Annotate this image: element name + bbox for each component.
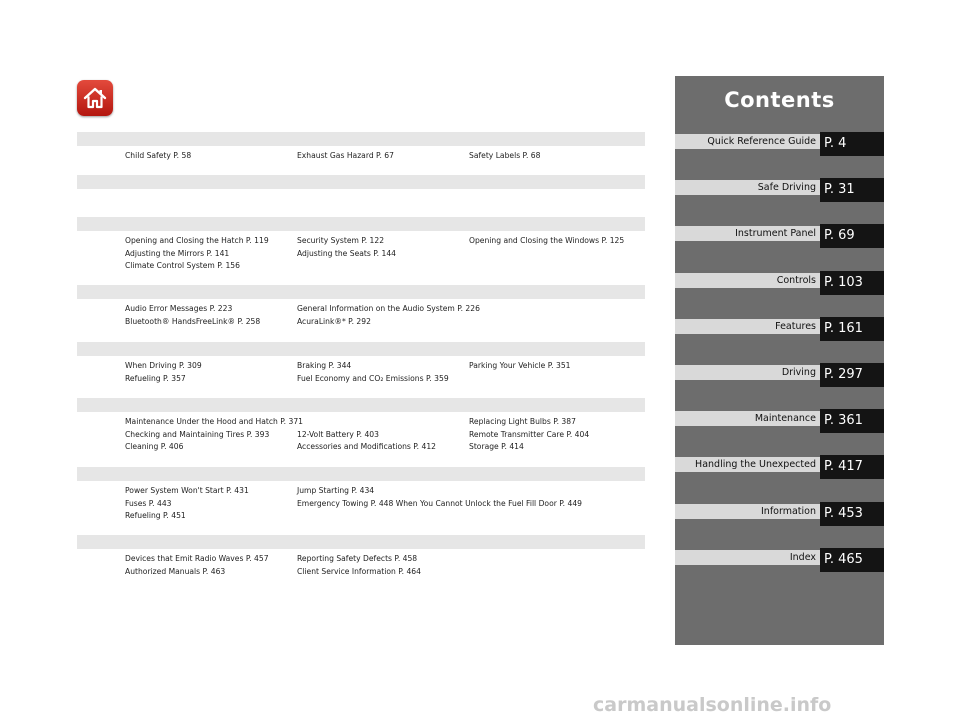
topic-link[interactable]: Safety Labels P. 68 [469,151,541,160]
tab-label: Handling the Unexpected [675,457,820,472]
watermark: carmanualsonline.info [593,694,832,716]
topic-link[interactable]: Devices that Emit Radio Waves P. 457 [125,554,269,563]
contents-tab[interactable] [675,317,884,341]
topic-link[interactable]: Opening and Closing the Windows P. 125 [469,236,625,245]
contents-section [77,132,645,163]
contents-panel [675,76,884,645]
contents-tab[interactable] [675,224,884,248]
topic-link[interactable]: AcuraLink®* P. 292 [297,316,371,326]
contents-section [77,285,645,328]
tab-label: Controls [675,273,820,288]
tab-page-number: P. 161 [820,317,884,341]
contents-tab[interactable] [675,455,884,479]
tab-page-number: P. 103 [820,271,884,295]
tab-label: Driving [675,365,820,380]
section-header-bar [77,132,645,146]
tab-label: Quick Reference Guide [675,134,820,149]
section-row [125,553,645,566]
contents-tab[interactable] [675,271,884,295]
topic-link[interactable]: Remote Transmitter Care P. 404 [469,429,590,439]
section-header-bar [77,285,645,299]
topic-link[interactable]: Parking Your Vehicle P. 351 [469,361,571,370]
section-header-bar [77,398,645,412]
contents-section [77,398,645,454]
contents-tab[interactable] [675,548,884,572]
section-header-bar [77,217,645,231]
contents-section [77,467,645,523]
topic-link[interactable]: Replacing Light Bulbs P. 387 [469,417,576,426]
tab-label: Information [675,504,820,519]
topic-link[interactable]: Fuses P. 443 [125,498,172,508]
topic-link[interactable]: Security System P. 122 [297,236,385,245]
tab-label: Safe Driving [675,180,820,195]
topic-link[interactable]: Cleaning P. 406 [125,442,184,451]
topic-link[interactable]: Adjusting the Mirrors P. 141 [125,248,230,258]
section-row [125,373,645,386]
section-row [125,510,645,523]
tab-label: Index [675,550,820,565]
topic-link[interactable]: Opening and Closing the Hatch P. 119 [125,236,269,245]
contents-tab[interactable] [675,178,884,202]
section-row [125,485,645,498]
topic-link[interactable]: Refueling P. 451 [125,511,186,520]
contents-tab[interactable] [675,502,884,526]
contents-tab[interactable] [675,363,884,387]
section-row [125,150,645,163]
topic-link[interactable]: Braking P. 344 [297,361,352,370]
section-header-bar [77,467,645,481]
topic-link[interactable]: General Information on the Audio System P. 226 [297,304,480,313]
section-row [125,416,645,429]
topic-link[interactable]: Accessories and Modifications P. 412 [297,442,436,451]
topic-link[interactable]: Client Service Information P. 464 [297,566,421,576]
tab-page-number: P. 417 [820,455,884,479]
section-row [125,360,645,373]
section-row [125,498,645,511]
section-row [125,429,645,442]
topic-link[interactable]: Exhaust Gas Hazard P. 67 [297,151,394,160]
home-button[interactable] [77,80,113,116]
section-row [125,566,645,579]
tab-page-number: P. 69 [820,224,884,248]
section-row [125,248,645,261]
tab-page-number: P. 31 [820,178,884,202]
contents-section [77,217,645,273]
section-row [125,260,645,273]
topic-link[interactable]: Maintenance Under the Hood and Hatch P. 371 [125,417,303,426]
topic-link[interactable]: Audio Error Messages P. 223 [125,304,233,313]
section-row [125,303,645,316]
tab-page-number: P. 453 [820,502,884,526]
topic-link[interactable]: Jump Starting P. 434 [297,486,375,495]
contents-section [77,175,645,193]
topic-link[interactable]: Refueling P. 357 [125,373,186,383]
topic-link[interactable]: Child Safety P. 58 [125,151,192,160]
contents-tab[interactable] [675,132,884,156]
topic-link[interactable]: Authorized Manuals P. 463 [125,566,226,576]
topic-link[interactable]: Reporting Safety Defects P. 458 [297,554,418,563]
section-header-bar [77,175,645,189]
section-row [125,316,645,329]
topic-link[interactable]: When Driving P. 309 [125,361,202,370]
topic-link[interactable]: 12-Volt Battery P. 403 [297,429,379,439]
contents-section [77,342,645,385]
topic-link[interactable]: Fuel Economy and CO₂ Emissions P. 359 [297,373,449,383]
topic-link[interactable]: Checking and Maintaining Tires P. 393 [125,429,270,439]
topic-link[interactable]: Adjusting the Seats P. 144 [297,248,396,258]
contents-tab[interactable] [675,409,884,433]
tab-page-number: P. 361 [820,409,884,433]
topic-link[interactable]: Emergency Towing P. 448 When You Cannot Unlock the Fuel Fill Door P. 449 [297,498,582,508]
tab-page-number: P. 465 [820,548,884,572]
topic-link[interactable]: Power System Won't Start P. 431 [125,486,249,495]
tab-label: Features [675,319,820,334]
section-row [125,441,645,454]
section-row [125,235,645,248]
tab-label: Instrument Panel [675,226,820,241]
tab-page-number: P. 297 [820,363,884,387]
contents-section [77,535,645,578]
tab-label: Maintenance [675,411,820,426]
topic-link[interactable]: Climate Control System P. 156 [125,261,240,270]
home-icon [81,84,109,112]
topic-link[interactable]: Storage P. 414 [469,442,524,451]
section-header-bar [77,535,645,549]
topic-link[interactable]: Bluetooth® HandsFreeLink® P. 258 [125,316,261,326]
section-header-bar [77,342,645,356]
contents-title: Contents [724,88,835,112]
tab-page-number: P. 4 [820,132,884,156]
